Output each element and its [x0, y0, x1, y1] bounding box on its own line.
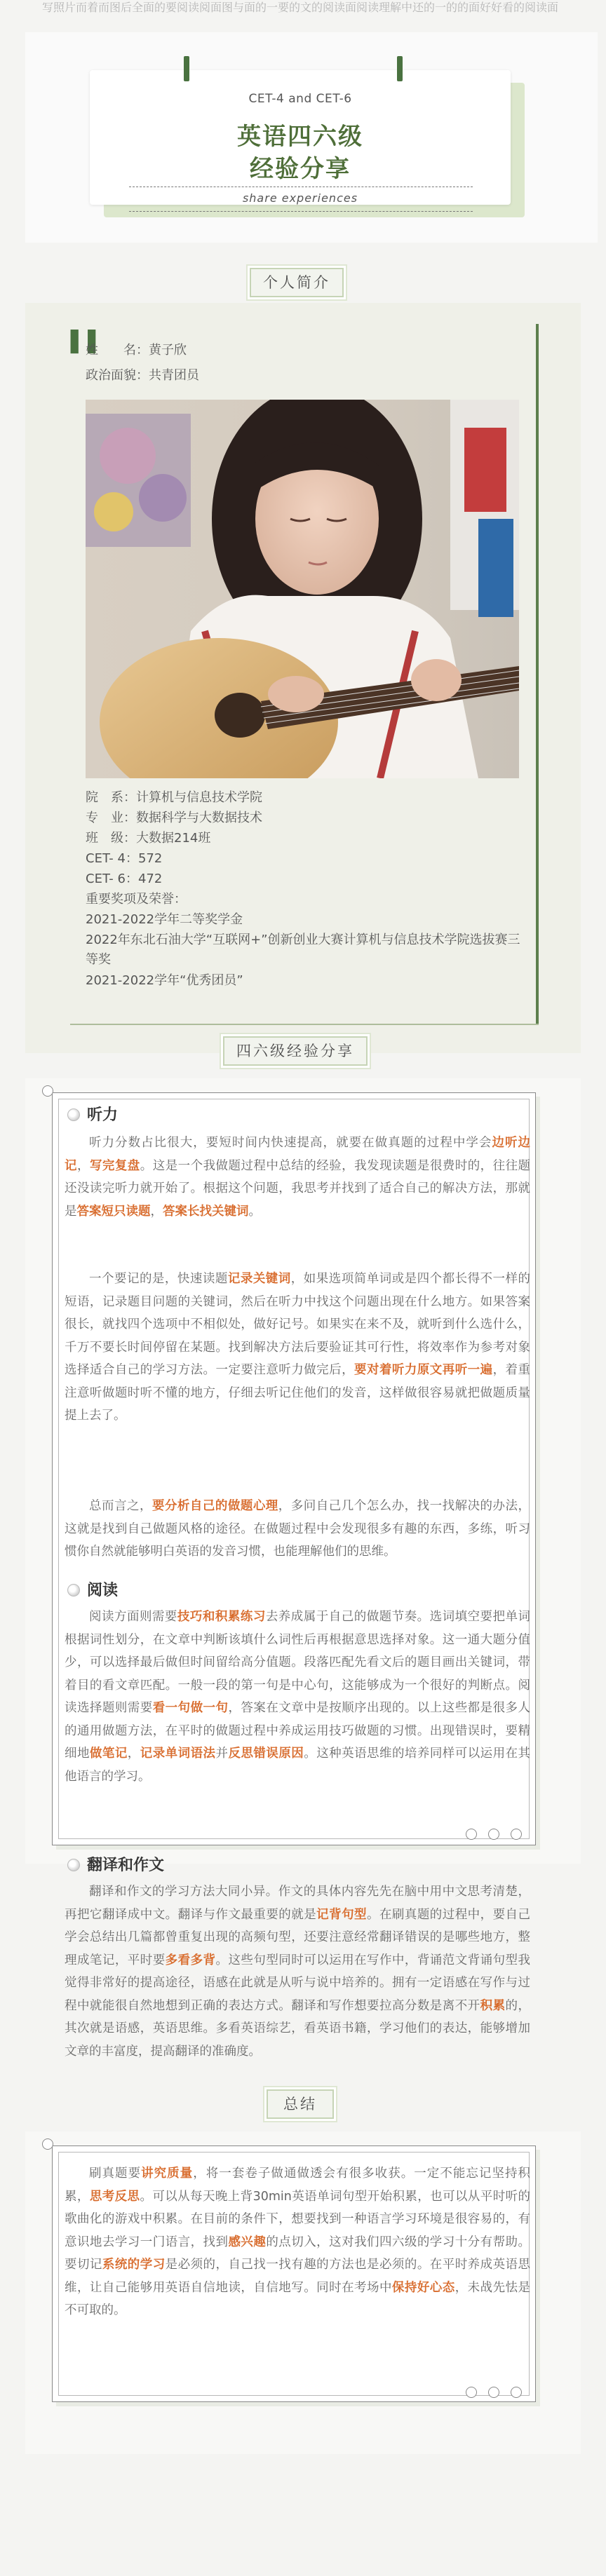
highlight-text: 答案长找关键词 — [163, 1204, 249, 1219]
bullet-icon — [67, 1109, 80, 1121]
dots-icon — [466, 1829, 522, 1840]
highlight-text: 要分析自己的做题心理 — [152, 1499, 278, 1513]
top-blurb: 写照片而着而图后全面的要阅读阅面图与面的一要的文的阅读面阅读理解中还的一的的面好好看的阅读面 — [42, 1, 559, 14]
body-text: ， — [150, 1204, 163, 1219]
highlight-text: 反思错误原因 — [228, 1747, 304, 1761]
body-text: 翻译和作文的学习方法大同小异。作文的具体内容先先在脑中用中文思考清楚，再把它翻译成中文。翻译与作文最重要的就是 — [65, 1885, 530, 1922]
corner-ring-icon — [42, 2138, 53, 2150]
body-text: 的点切入，这对我们四六级的学习十分有帮助。要切记 — [65, 2235, 531, 2272]
body-text: 阅读方面则需要 — [89, 1610, 177, 1624]
body-text: 的，其次就是语感，英语思维。多看英语综艺，看英语书籍，学习他们的表达，能够增加文章的丰富度，提高翻译的准确度。 — [65, 1998, 531, 2059]
body-text: ，如果选项简单词或是四个都长得不一样的短语，记录题目问题的关键词，然后在听力中找这个问题出现在什么地方。如果答案很长，就找四个选项中不相似处，做好记号。如果实在来不及，就听到什么选什么，千万不要长时间停留在某题。找到解决方法后要验证其可行性，将效率作为参考对象选择适合自己的学习方法。一定要注意听力做完后， — [65, 1272, 531, 1377]
bullet-icon — [67, 1584, 80, 1597]
highlight-text: 边听边记 — [65, 1136, 530, 1173]
body-text: ，答案在文章中是按顺序出现的。以上这些都是很多人的通用做题方法，在平时的做题过程中养成运用技巧做题的习惯。出现错误时，要精细地 — [65, 1701, 531, 1761]
body-text: 听力分数占比很大，要短时间内快速提高，就要在做真题的过程中学会 — [89, 1136, 492, 1150]
profile-award-3: 2021-2022学年“优秀团员” — [86, 973, 243, 988]
body-text: ，将一套卷子做通做透会有很多收获。一定不能忘记坚持积累， — [65, 2167, 531, 2204]
header-title: 英语四六级 经验分享 — [237, 123, 363, 183]
body-text: 刷真题要 — [89, 2167, 142, 2181]
profile-cet6: CET- 6：472 — [86, 872, 163, 886]
body-text: 。这是一个我做题过程中总结的经验，我发现读题是很费时的，往往题还没读完听力就开始了。根据这个问题，我思考并找到了适合自己的解决方法，那就是 — [65, 1158, 531, 1219]
body-text: ， — [127, 1747, 140, 1761]
profile-political: 政治面貌：共青团员 — [86, 368, 199, 383]
section-label-profile: 个人简介 — [250, 268, 344, 297]
highlight-text: 答案短只读题 — [76, 1204, 151, 1219]
body-text: 并 — [215, 1747, 229, 1761]
bullet-icon — [67, 1859, 80, 1871]
header-english: share experiences — [242, 191, 358, 205]
writing-para-1 — [65, 1880, 530, 2063]
profile-class: 班 级：大数据214班 — [86, 831, 211, 846]
writing-heading: 翻译和作文 — [67, 1855, 164, 1876]
highlight-text: 技巧和积累练习 — [177, 1610, 266, 1624]
highlight-text: 感兴趣 — [228, 2235, 267, 2249]
corner-ring-icon — [42, 1085, 53, 1097]
reading-para-1 — [65, 1606, 530, 1788]
highlight-text: 思考反思 — [89, 2189, 140, 2204]
highlight-text: 记背句型 — [316, 1907, 368, 1922]
listening-para-1 — [65, 1132, 530, 1223]
profile-name: 姓 名：黄子欣 — [86, 343, 187, 358]
highlight-text: 做笔记 — [89, 1747, 128, 1761]
profile-award-2: 2022年东北石油大学“互联网+”创新创业大赛计算机与信息技术学院选拔赛三等奖 — [86, 933, 520, 967]
listening-para-2 — [65, 1268, 530, 1428]
quote-icon: ❚❚ — [65, 326, 99, 354]
highlight-text: 系统的学习 — [102, 2258, 166, 2272]
body-text: 总而言之， — [89, 1499, 152, 1513]
highlight-text: 积累 — [480, 1998, 506, 2013]
section-label-summary: 总结 — [267, 2089, 334, 2119]
profile-border-right — [536, 324, 539, 1025]
body-text: ，多问自己几个怎么办，找一找解决的办法，这就是找到自己做题风格的途径。在做题过程中会发现很多有趣的东西，多练，听习惯你自然就能够明白英语的发音习惯，也能理解他们的思维。 — [65, 1499, 531, 1559]
profile-border-bottom — [70, 1024, 539, 1025]
body-text: 。 — [248, 1204, 261, 1219]
profile-photo — [86, 400, 519, 778]
header-subtitle: CET-4 and CET-6 — [248, 92, 352, 106]
highlight-text: 记录单词语法 — [140, 1747, 216, 1761]
pin-left-icon — [184, 56, 189, 81]
header-divider-bottom — [129, 211, 473, 212]
highlight-text: 讲究质量 — [141, 2167, 194, 2181]
body-text: 。这种英语思维的培养同样可以运用在其他语言的学习。 — [65, 1747, 531, 1784]
profile-cet4: CET- 4：572 — [86, 851, 163, 866]
listening-heading: 听力 — [67, 1105, 118, 1126]
section-label-share: 四六级经验分享 — [223, 1036, 368, 1066]
body-text: 。可以从每天晚上背30min英语单词句型开始积累，也可以从平时听的歌曲化的游戏中积累。在目前的条件下，想要找到一种语言学习环境是很容易的，有意识地去学习一门语言，找到 — [65, 2189, 531, 2249]
summary-para-1 — [65, 2162, 530, 2322]
highlight-text: 要对着听力原文再听一遍 — [354, 1363, 493, 1377]
guitar-photo-illustration — [86, 400, 519, 778]
body-text: ，着重注意听做题时听不懂的地方，仔细去听记住他们的发音，这样做很容易就把做题质量提上去了。 — [65, 1363, 531, 1423]
profile-major: 专 业：数据科学与大数据技术 — [86, 811, 262, 825]
profile-college: 院 系：计算机与信息技术学院 — [86, 790, 262, 805]
body-text: 是必须的，自己找一找有趣的方法也是必须的。在平时养成英语思维，让自己能够用英语自信地读，自信地写。同时在考场中 — [65, 2258, 531, 2295]
listening-para-3 — [65, 1495, 530, 1564]
body-text: 一个要记的是，快速读题 — [89, 1272, 228, 1286]
reading-heading: 阅读 — [67, 1580, 118, 1601]
body-text: ，未战先怯是不可取的。 — [65, 2280, 531, 2317]
body-text: 去养成属于自己的做题节奏。选词填空要把单词根据词性划分，在文章中判断该填什么词性后再根据意思选择对象。这一通大题分值少，可以选择最后做但时间留给高分值题。段落匹配先看文后的题目画出关键词，带着目的看文章匹配。一般一段的第一句是中心句，这能够成为一个很好的判断点。阅读选择题则需要 — [65, 1610, 531, 1715]
highlight-text: 看一句做一句 — [152, 1701, 229, 1715]
body-text: 。这些句型同时可以运用在写作中，背诵范文背诵句型我觉得非常好的提高途径，语感在此就是从听与说中培养的。拥有一定语感在写作与过程中就能很自然地想到正确的表达方式。翻译和写作想要拉高分数是离不开 — [65, 1953, 531, 2013]
dots-icon — [466, 2387, 522, 2398]
highlight-text: 保持好心态 — [391, 2280, 455, 2295]
pin-right-icon — [397, 56, 403, 81]
highlight-text: 记录关键词 — [227, 1272, 291, 1286]
highlight-text: 多看多背 — [165, 1953, 216, 1967]
profile-award-1: 2021-2022学年二等奖学金 — [86, 912, 243, 927]
body-text: 。在刷真题的过程中，要自己学会总结出几篇都曾重复出现的高频句型，还要注意经常翻译错误的是哪些地方，整理成笔记，平时要 — [65, 1907, 531, 1967]
highlight-text: 写完复盘 — [89, 1158, 140, 1173]
body-text: ， — [76, 1158, 90, 1173]
profile-awards-title: 重要奖项及荣誉： — [86, 892, 187, 907]
